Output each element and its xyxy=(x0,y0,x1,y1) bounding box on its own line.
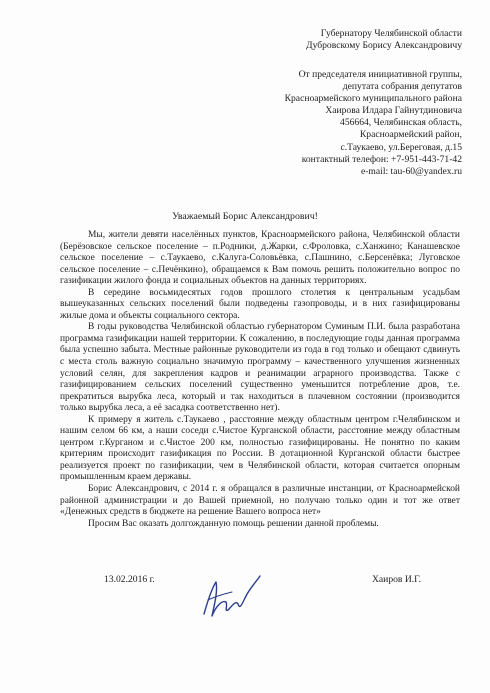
body-paragraph: К примеру я житель с.Таукаево , расстояние между областным центром г.Челябинском и нашим селом 66 км, а наши соседи с.Чистое Курганской области, расстояние между областным центром г.Курганом и с.Чистое 200 км, полностью газифицированы. Не понятно по каким критериям происходит газификация по России. В дотационной Курганской области быстрее реализуется проект по газификации, чем в Челябинской области, которая считается опорным промышленным краем державы. xyxy=(60,414,460,483)
sender-line: Красноармейский район, xyxy=(359,129,462,141)
body-paragraph: В годы руководства Челябинской областью губернатором Суминым П.И. была разработана программа газификации нашей территории. К сожалению, в последующие годы данная программа была успешно забыта. Местные районные руководители из года в год только и обещают сдвинуть с места столь важную социально значимую программу – качественного улучшения жизненных условий селян, для закрепления кадров и реанимации аграрного производства. Также с газифицированием сельских поселений существенно уменьшится потребление дров, т.е. прекратиться вырубка леса, который и так находиться в плачевном состоянии (производится только вырубка леса, а её засадка соответственно нет). xyxy=(60,322,460,414)
letter-body xyxy=(60,230,460,530)
body-paragraph: Мы, жители девяти населённых пунктов, Красноармейского района, Челябинской области (Берёзовское сельское поселение – п.Родники, д.Жарки, с.Фроловка, с.Ханжино; Канашевское сельское поселение – с.Таукаево, с.Калуга-Соловьёвка, с.Пашнино, с.Берсенёвка; Луговское сельское поселение – с.Печёнкино), обращаемся к Вам помочь решить положительно вопрос по газификации жилого фонда и социальных объектов на данных территориях. xyxy=(60,230,460,287)
body-paragraph: Борис Александрович, с 2014 г. я обращался в различные инстанции, от Красноармейской районной администрации и до Вашей приемной, но получаю только один и тот же ответ «Денежных средств в бюджете на решение Вашего вопроса нет» xyxy=(60,484,460,518)
letter-date: 13.02.2016 г. xyxy=(104,574,155,585)
author-name: Хаиров И.Г. xyxy=(372,574,422,585)
addressee-block xyxy=(306,28,462,52)
sender-phone: контактный телефон: +7-951-443-71-42 xyxy=(301,153,462,165)
salutation: Уважаемый Борис Александрович! xyxy=(172,211,318,222)
sender-line: с.Таукаево, ул.Береговая, д.15 xyxy=(340,141,462,153)
sender-line: 456664, Челябинская область, xyxy=(340,117,462,129)
signature-icon xyxy=(198,570,264,622)
addressee-line: Губернатору Челябинской области xyxy=(320,28,462,39)
addressee-line: Дубровскому Борису Александровичу xyxy=(306,40,462,52)
sender-line: Хаирова Илдара Гайнутдиновича xyxy=(325,105,462,117)
sender-line: От председателя инициативной группы, xyxy=(298,69,462,80)
sender-line: Красноармейского муниципального района xyxy=(284,93,462,105)
body-paragraph: Просим Вас оказать долгожданную помощь решении данной проблемы. xyxy=(88,518,379,529)
sender-line: депутата собрания депутатов xyxy=(342,81,462,93)
body-paragraph: В середине восьмидесятых годов прошлого столетия к центральным усадьбам вышеуказанных сельских поселений были подведены газопроводы, и в них газифицированы жилые дома и объекты социального сектора. xyxy=(60,287,460,321)
sender-block xyxy=(285,69,462,178)
sender-email: e-mail: tau-60@yandex.ru xyxy=(360,165,462,177)
